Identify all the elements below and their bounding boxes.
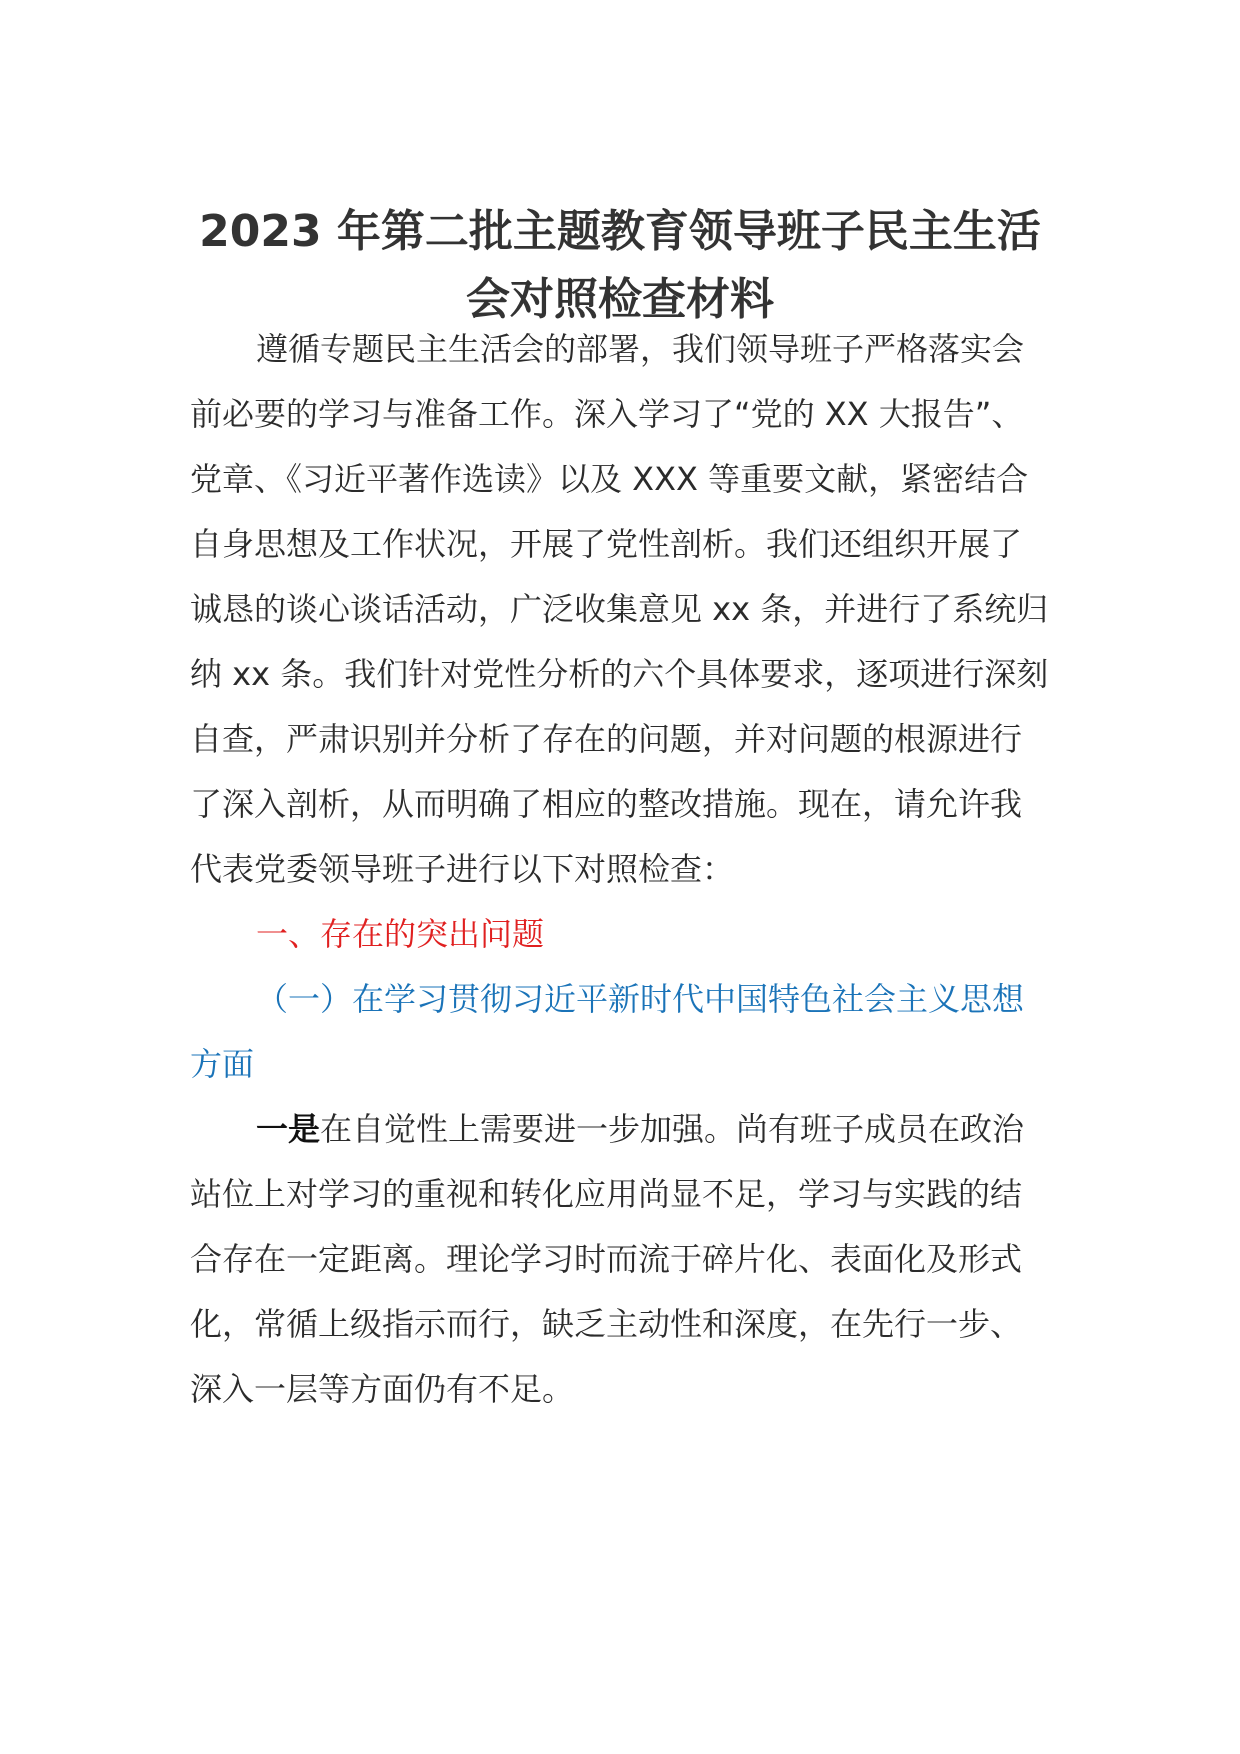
text-line: 遵循专题民主生活会的部署，我们领导班子严格落实会 (256, 330, 1025, 368)
text-line (190, 1097, 1050, 1162)
subsection-heading (190, 967, 1050, 1097)
text-line: 自身思想及工作状况，开展了党性剖析。我们还组织开展了 (190, 525, 1023, 563)
text-line: 深入一层等方面仍有不足。 (190, 1370, 575, 1408)
document-body (190, 317, 1050, 1422)
section-heading-text: 一、存在的突出问题 (256, 915, 545, 953)
point-lead: 一是 (256, 1110, 321, 1148)
point-paragraph (190, 1097, 1050, 1422)
document-title (150, 198, 1090, 334)
text-line: 纳 xx 条。我们针对党性分析的六个具体要求，逐项进行深刻 (190, 655, 1049, 693)
text-line: 代表党委领导班子进行以下对照检查： (190, 850, 735, 888)
text-line: 自查，严肃识别并分析了存在的问题，并对问题的根源进行 (190, 720, 1023, 758)
title-line-2: 会对照检查材料 (466, 274, 774, 325)
title-line-1: 2023 年第二批主题教育领导班子民主生活 (199, 206, 1041, 257)
text-line: 诚恳的谈心谈话活动，广泛收集意见 xx 条，并进行了系统归 (190, 590, 1049, 628)
text-line: 了深入剖析，从而明确了相应的整改措施。现在，请允许我 (190, 785, 1023, 823)
text-line: 化，常循上级指示而行，缺乏主动性和深度，在先行一步、 (190, 1305, 1023, 1343)
point-first-line-text: 在自觉性上需要进一步加强。尚有班子成员在政治 (320, 1110, 1025, 1148)
subsection-heading-line-1: （一）在学习贯彻习近平新时代中国特色社会主义思想 (256, 980, 1025, 1018)
text-line: 站位上对学习的重视和转化应用尚显不足，学习与实践的结 (190, 1175, 1023, 1213)
text-line: 合存在一定距离。理论学习时而流于碎片化、表面化及形式 (190, 1240, 1023, 1278)
text-line: 前必要的学习与准备工作。深入学习了“党的 XX 大报告”、 (190, 395, 1024, 433)
text-line: 党章、《习近平著作选读》以及 XXX 等重要文献，紧密结合 (190, 460, 1029, 498)
intro-paragraph (190, 317, 1050, 902)
subsection-heading-line-2: 方面 (190, 1045, 255, 1083)
section-heading (190, 902, 1050, 967)
